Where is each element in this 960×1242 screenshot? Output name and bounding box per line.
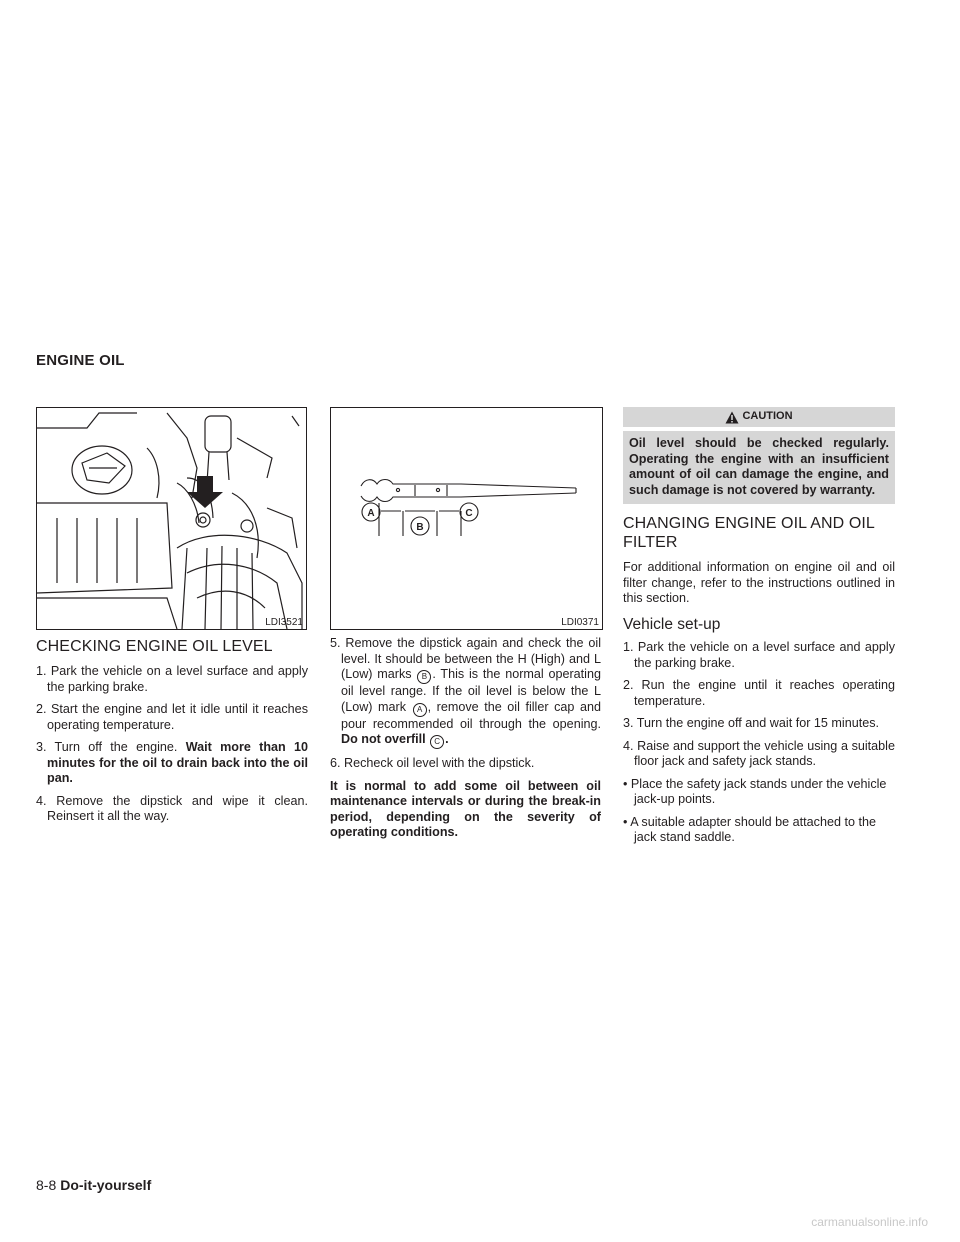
figure-code-label: LDI3521 <box>265 617 303 628</box>
mark-c-symbol: C <box>430 735 444 749</box>
dipstick-illustration <box>331 408 602 629</box>
column-left <box>36 637 308 832</box>
page-number: 8-8 <box>36 1177 57 1193</box>
mark-b-label: B <box>416 522 424 533</box>
mark-c-label: C <box>465 508 473 519</box>
mark-a-label: A <box>367 508 375 519</box>
chapter-name: Do-it-yourself <box>60 1177 152 1193</box>
note-text: It is normal to add some oil between oil maintenance intervals or during the break-in period, depending on the severity of operating conditions. <box>330 778 601 839</box>
figure-code-label: LDI0371 <box>561 617 599 628</box>
step-text: . This is the normal operating oil level range. If the oil level is below the L (Low) mark <box>341 667 601 714</box>
mark-a-symbol: A <box>413 703 427 717</box>
step-text: , remove the oil filler cap and pour recommended oil through the opening. <box>341 699 601 731</box>
list-item <box>36 740 308 787</box>
list-item: 3. Turn the engine off and wait for 15 minutes. <box>623 716 880 730</box>
intro-text: For additional information on engine oil and oil filter change, refer to the instructions outlined in this section. <box>623 560 895 605</box>
list-item: 6. Recheck oil level with the dipstick. <box>330 756 535 770</box>
section-title: ENGINE OIL <box>36 352 125 369</box>
step-text: 3. Turn off the engine. <box>36 740 186 754</box>
step-warning: Wait more than 10 minutes for the oil to drain back into the oil pan. <box>47 740 309 785</box>
step-text: 5. Remove the dipstick again and check the oil level. It should be between the H (High) and L (Low) marks <box>330 636 601 681</box>
caution-title: CAUTION <box>742 410 793 423</box>
column-right <box>623 407 895 853</box>
caution-header <box>623 407 895 427</box>
dipstick-figure <box>330 407 603 630</box>
heading-checking-oil: CHECKING ENGINE OIL LEVEL <box>36 638 273 655</box>
heading-changing-oil: CHANGING ENGINE OIL AND OIL FILTER <box>623 515 875 551</box>
list-item: 2. Start the engine and let it idle until it reaches operating temperature. <box>36 702 308 732</box>
watermark: carmanualsonline.info <box>811 1215 928 1229</box>
column-middle <box>330 636 601 848</box>
step-warning: . <box>445 732 449 746</box>
list-item: 1. Park the vehicle on a level surface and apply the parking brake. <box>623 640 895 670</box>
step-warning: Do not overfill <box>341 732 430 746</box>
bullet-item: • A suitable adapter should be attached to the jack stand saddle. <box>623 814 876 844</box>
mark-b-symbol: B <box>417 670 431 684</box>
warning-icon <box>725 411 739 424</box>
subheading-vehicle-setup: Vehicle set-up <box>623 615 721 633</box>
engine-illustration <box>37 408 306 629</box>
page-footer <box>36 1177 151 1193</box>
list-item: 2. Run the engine until it reaches operating temperature. <box>623 678 895 708</box>
list-item <box>330 636 601 749</box>
engine-figure <box>36 407 307 630</box>
caution-text: Oil level should be checked regularly. Operating the engine with an insufficient amount of oil can damage the engine, and such damage is not covered by warranty. <box>623 431 895 504</box>
list-item: 4. Raise and support the vehicle using a suitable floor jack and safety jack stands. <box>623 738 895 768</box>
list-item: 1. Park the vehicle on a level surface and apply the parking brake. <box>36 664 308 694</box>
list-item: 4. Remove the dipstick and wipe it clean. Reinsert it all the way. <box>36 793 308 823</box>
bullet-item: • Place the safety jack stands under the vehicle jack-up points. <box>623 776 887 806</box>
